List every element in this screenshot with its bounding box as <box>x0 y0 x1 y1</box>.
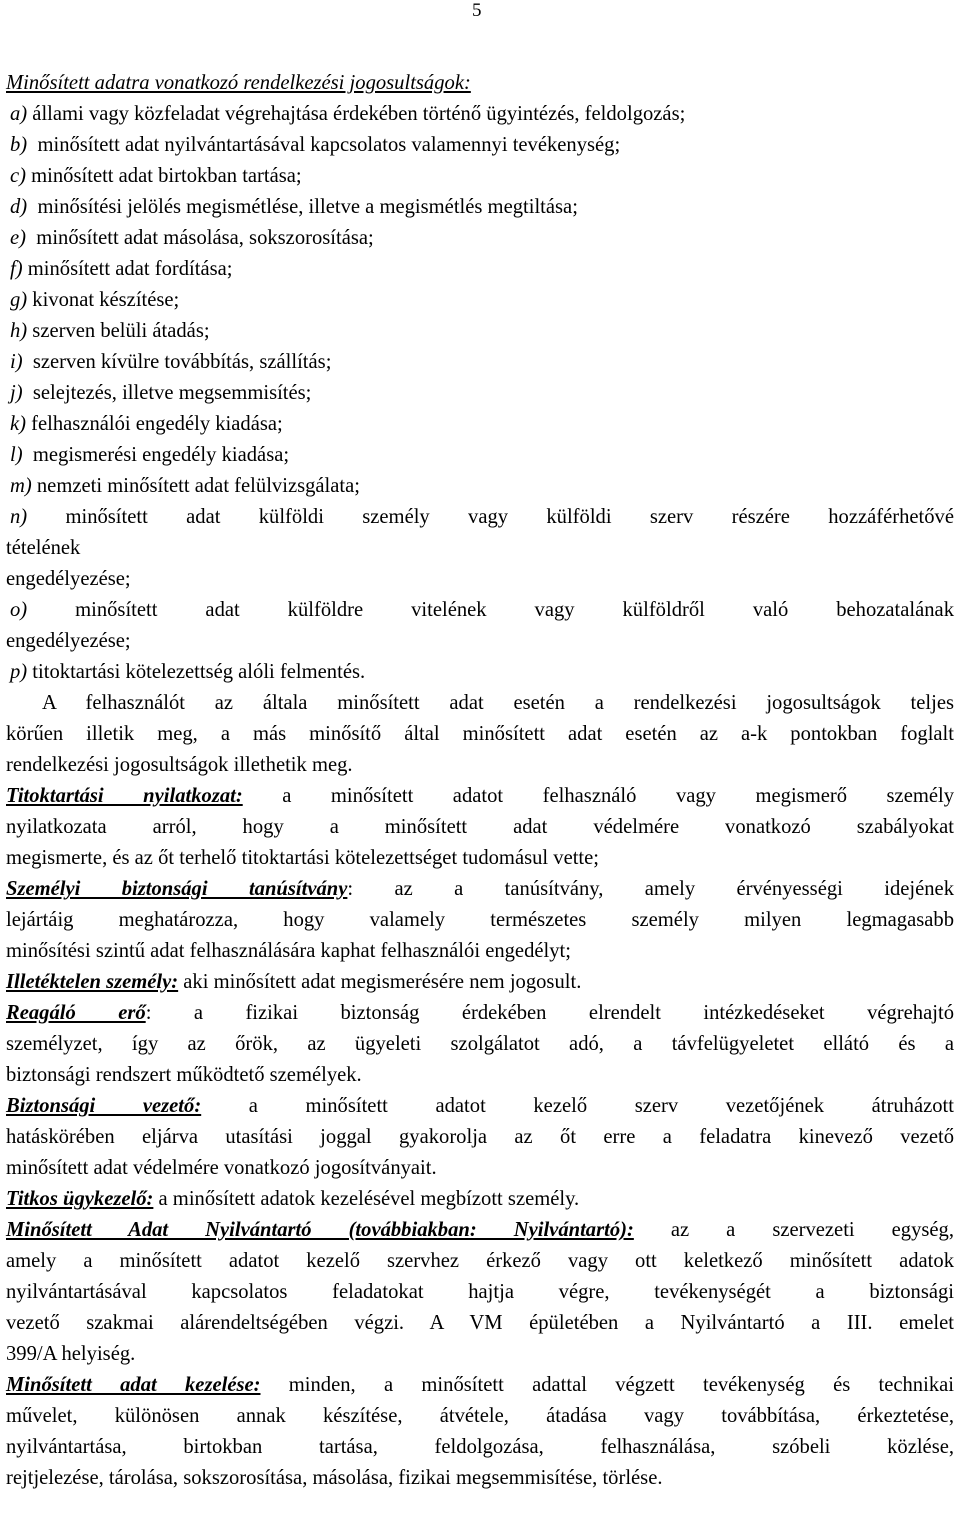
list-item-l <box>6 440 954 471</box>
list-letter: n) <box>10 506 28 528</box>
definition-szemelyi-line2: lejártáig meghatározza, hogy valamely természetes személy milyen legmagasabb <box>6 909 954 931</box>
definition-kezelese-line3: nyilvántartása, birtokban tartása, feldolgozása, felhasználása, szóbeli közlése, <box>6 1436 954 1458</box>
list-item-n-line3: engedélyezése; <box>6 568 131 590</box>
list-letter: b) <box>10 134 28 156</box>
list-item-h <box>6 316 954 347</box>
definition-text: az a szervezeti egység, <box>633 1219 955 1241</box>
paragraph-line2: körűen illetik meg, a más minősítő által minősített adat esetén az a-k pontokban foglalt <box>6 723 954 745</box>
definition-text: a minősített adatot felhasználó vagy megismerő személy <box>242 785 955 807</box>
list-text: megismerési engedély kiadása; <box>22 444 290 466</box>
list-item-f <box>6 254 954 285</box>
list-item-e <box>6 223 954 254</box>
definition-kezelese-line1 <box>6 1370 954 1401</box>
list-text: állami vagy közfeladat végrehajtása érdekében történő ügyintézés, feldolgozás; <box>27 103 686 125</box>
list-letter: e) <box>10 227 26 249</box>
section-heading: Minősített adatra vonatkozó rendelkezési jogosultságok: <box>6 72 471 94</box>
definition-reagalo-line3: biztonsági rendszert működtető személyek. <box>6 1064 362 1086</box>
definition-term: Reagáló erő <box>6 1002 146 1024</box>
definition-nyilvantarto-line4: vezető szakmai alárendeltségében végzi. A VM épületében a Nyilvántartó a III. emelet <box>6 1312 954 1334</box>
list-text: minősített adat nyilvántartásával kapcsolatos valamennyi tevékenység; <box>27 134 621 156</box>
list-item-b <box>6 130 954 161</box>
list-text: selejtezés, illetve megsemmisítés; <box>22 382 312 404</box>
list-letter: g) <box>10 289 28 311</box>
definition-nyilvantarto-line1 <box>6 1215 954 1246</box>
definition-biztonsagi-vezeto-line2: hatáskörében eljárva utasítási joggal gyakorolja az őt erre a feladatra kinevező vezető <box>6 1126 954 1148</box>
list-item-c <box>6 161 954 192</box>
definition-text: a minősített adatot kezelő szerv vezetőjének átruházott <box>201 1095 955 1117</box>
list-item-j <box>6 378 954 409</box>
list-item-i <box>6 347 954 378</box>
definition-biztonsagi-vezeto-line1 <box>6 1091 954 1122</box>
list-item-k <box>6 409 954 440</box>
list-item-g <box>6 285 954 316</box>
list-text: nemzeti minősített adat felülvizsgálata; <box>31 475 360 497</box>
definition-titoktartasi-line2: nyilatkozata arról, hogy a minősített adat védelmére vonatkozó szabályokat <box>6 816 954 838</box>
definition-reagalo-line2: személyzet, így az őrök, az ügyeleti szolgálatot adó, a távfelügyeletet ellátó és a <box>6 1033 954 1055</box>
definition-term: Biztonsági vezető: <box>6 1095 202 1117</box>
list-text: titoktartási kötelezettség alóli felmentés. <box>27 661 366 683</box>
list-item-o-line2: engedélyezése; <box>6 630 131 652</box>
list-text: minősített adat fordítása; <box>22 258 233 280</box>
list-letter: h) <box>10 320 28 342</box>
list-letter: m) <box>10 475 32 497</box>
definition-nyilvantarto-line2: amely a minősített adatot kezelő szervhez érkező vagy ott keletkező minősített adatok <box>6 1250 954 1272</box>
list-letter: c) <box>10 165 26 187</box>
list-text: minősített adat másolása, sokszorosítása; <box>26 227 374 249</box>
list-item-a <box>6 99 954 130</box>
definition-kezelese-line2: művelet, különösen annak készítése, átvétele, átadása vagy továbbítása, érkeztetése, <box>6 1405 954 1427</box>
definition-kezelese-line4: rejtjelezése, tárolása, sokszorosítása, másolása, fizikai megsemmisítése, törlése. <box>6 1467 663 1489</box>
list-letter: f) <box>10 258 23 280</box>
paragraph-line1: A felhasználót az általa minősített adat esetén a rendelkezési jogosultságok teljes <box>42 692 954 714</box>
list-text: kivonat készítése; <box>27 289 180 311</box>
list-letter: p) <box>10 661 28 683</box>
list-letter: o) <box>10 599 28 621</box>
definition-term: Minősített adat kezelése: <box>6 1374 261 1396</box>
definition-text: minden, a minősített adattal végzett tevékenység és technikai <box>260 1374 954 1396</box>
definition-reagalo-line1 <box>6 998 954 1029</box>
paragraph-line3: rendelkezési jogosultságok illethetik meg. <box>6 754 353 776</box>
list-letter: a) <box>10 103 28 125</box>
list-letter: k) <box>10 413 26 435</box>
list-item-n-line2: tételének <box>6 537 81 559</box>
list-letter: l) <box>10 444 23 466</box>
list-letter: d) <box>10 196 28 218</box>
definition-titoktartasi-line1 <box>6 781 954 812</box>
definition-szemelyi-line1 <box>6 874 954 905</box>
definition-text: : az a tanúsítvány, amely érvényességi idejének <box>347 878 954 900</box>
definition-illetektelen-line1 <box>6 967 954 998</box>
definition-titoktartasi-line3: megismerte, és az őt terhelő titoktartási kötelezettséget tudomásul vette; <box>6 847 600 869</box>
list-item-p <box>6 657 954 688</box>
list-item-o-line1 <box>6 595 954 626</box>
page-number: 5 <box>472 0 482 21</box>
definition-term: Illetéktelen személy: <box>6 971 179 993</box>
list-item-d <box>6 192 954 223</box>
list-item-m <box>6 471 954 502</box>
list-text: felhasználói engedély kiadása; <box>26 413 283 435</box>
list-text: szerven kívülre továbbítás, szállítás; <box>22 351 332 373</box>
definition-nyilvantarto-line5: 399/A helyiség. <box>6 1343 136 1365</box>
definition-text: : a fizikai biztonság érdekében elrendelt intézkedéseket végrehajtó <box>145 1002 954 1024</box>
definition-szemelyi-line3: minősítési szintű adat felhasználására kaphat felhasználói engedélyt; <box>6 940 571 962</box>
definition-term: Titkos ügykezelő: <box>6 1188 154 1210</box>
definition-biztonsagi-vezeto-line3: minősített adat védelmére vonatkozó jogosítványait. <box>6 1157 437 1179</box>
definition-text: a minősített adatok kezelésével megbízott személy. <box>153 1188 580 1210</box>
list-text: minősített adat külföldre vitelének vagy külföldről való behozatalának <box>27 599 954 621</box>
list-text: minősített adat birtokban tartása; <box>26 165 302 187</box>
definition-text: aki minősített adat megismerésére nem jogosult. <box>178 971 582 993</box>
definition-titkos-ugykezelo-line1 <box>6 1184 954 1215</box>
definition-nyilvantarto-line3: nyilvántartásával kapcsolatos feladatokat hajtja végre, tevékenységét a biztonsági <box>6 1281 954 1303</box>
list-letter: j) <box>10 382 23 404</box>
list-text: minősített adat külföldi személy vagy külföldi szerv részére hozzáférhetővé <box>27 506 954 528</box>
list-text: szerven belüli átadás; <box>27 320 210 342</box>
section-heading-line <box>6 68 954 99</box>
list-item-n-line1 <box>6 502 954 533</box>
list-text: minősítési jelölés megismétlése, illetve a megismétlés megtiltása; <box>27 196 578 218</box>
definition-term: Titoktartási nyilatkozat: <box>6 785 243 807</box>
definition-term: Minősített Adat Nyilvántartó (továbbiakban: Nyilvántartó): <box>6 1219 634 1241</box>
definition-term: Személyi biztonsági tanúsítvány <box>6 878 348 900</box>
document-body <box>6 68 954 1494</box>
list-letter: i) <box>10 351 23 373</box>
